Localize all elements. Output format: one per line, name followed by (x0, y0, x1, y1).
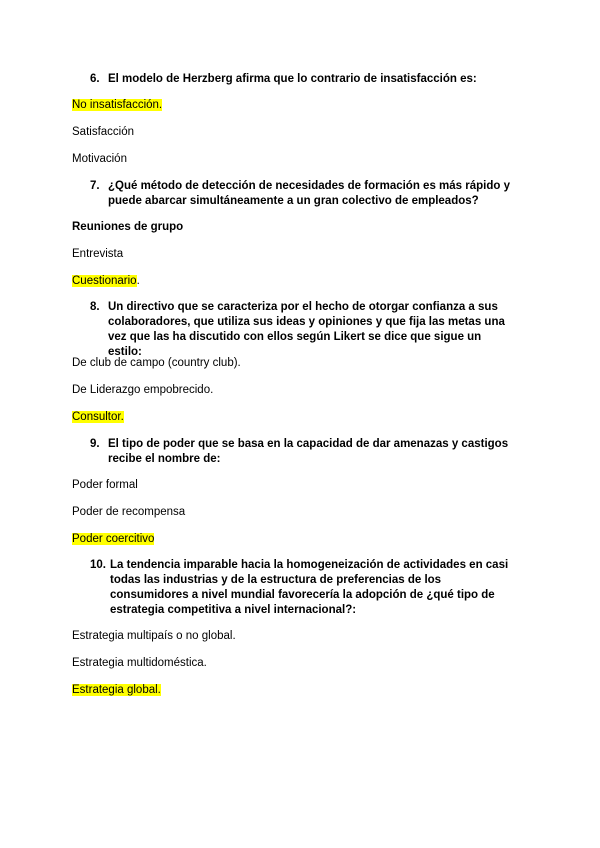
answer-text: Poder de recompensa (72, 506, 186, 518)
answer-text: Reuniones de grupo (72, 221, 184, 233)
question-text: El tipo de poder que se basa en la capacidad de dar amenazas y castigos recibe el nombre de: (108, 438, 509, 465)
highlighted-answer: Poder coercitivo (72, 533, 155, 545)
answer-option (72, 683, 161, 698)
answer-option (72, 383, 213, 398)
answer-option (72, 274, 140, 289)
question-text: El modelo de Herzberg afirma que lo contrario de insatisfacción es: (108, 73, 477, 85)
answer-option (72, 247, 123, 262)
answer-suffix: . (136, 275, 140, 287)
highlighted-answer: Estrategia global. (72, 684, 161, 696)
question-7 (90, 179, 510, 209)
question-text: Un directivo que se caracteriza por el hecho de otorgar confianza a sus colaboradores, que utiliza sus ideas y opiniones y que fija las metas una vez que las ha discutido con ellos según Likert se dice que sigue un estilo: (108, 301, 505, 358)
answer-text: De Liderazgo empobrecido. (72, 384, 214, 396)
answer-text: Estrategia multipaís o no global. (72, 630, 236, 642)
answer-text: Satisfacción (72, 126, 135, 138)
question-number: 7. (90, 180, 100, 192)
question-9 (90, 437, 510, 467)
answer-option (72, 532, 154, 547)
highlighted-answer: Cuestionario (72, 275, 137, 287)
answer-text: Poder formal (72, 479, 138, 491)
answer-text: Motivación (72, 153, 127, 165)
answer-option (72, 125, 134, 140)
answer-option (72, 656, 207, 671)
answer-option (72, 356, 241, 371)
answer-text: Estrategia multidoméstica. (72, 657, 207, 669)
answer-text: De club de campo (country club). (72, 357, 241, 369)
answer-option (72, 98, 162, 113)
answer-option (72, 410, 124, 425)
question-text: La tendencia imparable hacia la homogeneización de actividades en casi todas las industrias y de la estructura de preferencias de los consumidores a nivel mundial favorecería la adopción de ¿qué tipo de estrategia competitiva a nivel internacional?: (110, 559, 509, 616)
highlighted-answer: No insatisfacción. (72, 99, 163, 111)
answer-option (72, 220, 183, 235)
question-8 (90, 300, 510, 360)
question-text: ¿Qué método de detección de necesidades de formación es más rápido y puede abarcar simultáneamente a un gran colectivo de empleados? (108, 180, 510, 207)
answer-option (72, 629, 236, 644)
question-number: 6. (90, 73, 100, 85)
answer-option (72, 505, 185, 520)
answer-option (72, 478, 138, 493)
answer-option (72, 152, 127, 167)
question-number: 8. (90, 301, 100, 313)
question-10 (90, 558, 510, 618)
question-number: 9. (90, 438, 100, 450)
answer-text: Entrevista (72, 248, 124, 260)
question-number: 10. (90, 559, 106, 571)
question-6 (90, 72, 510, 87)
highlighted-answer: Consultor. (72, 411, 124, 423)
